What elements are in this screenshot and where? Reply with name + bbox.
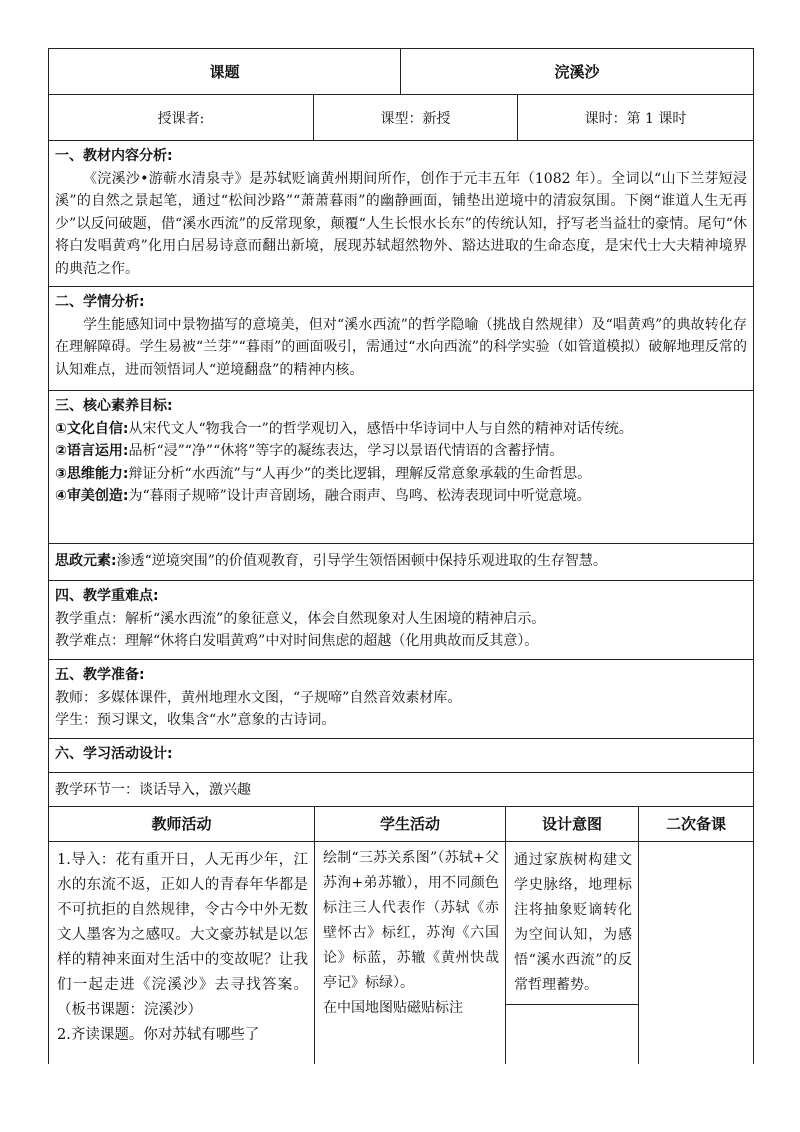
title-label-cell (49, 49, 401, 95)
goal-text: 为“暮雨子规啼”设计声音剧场，融合雨声、鸟鸣、松涛表现词中听觉意境。 (128, 488, 591, 504)
header-design-intent: 设计意图 (506, 807, 639, 842)
goal-item (55, 440, 747, 463)
goal-text: 品析“浸”“净”“休将”等字的凝练表达，学习以景语代情语的含蓄抒情。 (128, 443, 564, 459)
goal-text: 从宋代文人“物我合一”的哲学观切入，感悟中华诗词中人与自然的精神对话传统。 (128, 420, 633, 437)
header-second-prep: 二次备课 (639, 807, 754, 842)
goal-label: ①文化自信: (55, 420, 129, 437)
teacher-activity-text: 1.导入：花有重开日，人无再少年，江水的东流不返，正如人的青春年华都是不可抗拒的自然规律，令古今中外无数文人墨客为之感叹。大文豪苏轼是以怎样的精神来面对生活中的变故呢？让我们一起走进《浣溪沙》去寻找答案。（板书课题：浣溪沙） 2.齐读课题。你对苏轼有哪些了 (57, 851, 308, 1043)
section-title: 六、学习活动设计: (55, 746, 173, 762)
goal-label: ④审美创造: (55, 488, 129, 504)
teacher-preparation: 教师：多媒体课件，黄州地理水文图，“子规啼”自然音效素材库。 (55, 689, 462, 706)
student-preparation: 学生：预习课文，收集含“水”意象的古诗词。 (55, 712, 336, 728)
header-student-activity: 学生活动 (315, 807, 506, 842)
lesson-title: 浣溪沙 (554, 63, 600, 81)
lesson-plan (48, 48, 753, 1064)
goal-label: ②语言运用: (55, 443, 129, 459)
teacher-cell (49, 95, 314, 141)
section-body: 学生能感知词中景物描写的意境美，但对“溪水西流”的哲学隐喻（挑战自然规律）及“唱黄鸡”的典故转化存在理解障碍。学生易被“兰芽”“暮雨”的画面吸引，需通过“水向西流”的科学实验（如管道模拟）破解地理反常的认知难点，进而领悟词人“逆境翻盘”的精神内核。 (55, 316, 748, 378)
period-cell (518, 95, 754, 141)
teacher-activity-cell (49, 841, 315, 1064)
ideology-text: 渗透“逆境突围”的价值观教育，引导学生领悟困顿中保持乐观进取的生存智慧。 (116, 552, 607, 569)
section-body: 《浣溪沙•游蕲水清泉寺》是苏轼贬谪黄州期间所作，创作于元丰五年（1082 年）。全词以“山下兰芽短浸溪”的自然之景起笔，通过“松间沙路”“萧萧暮雨”的幽静画面，铺垫出逆境中的清寂氛围。下阕“谁道人生无再少”以反问破题，借“溪水西流”的反常现象，颠覆“人生长恨水长东”的传统认知，抒写老当益壮的豪情。尾句“休将白发唱黄鸡”化用白居易诗意而翻出新境，展现苏轼超然物外、豁达进取的生命态度，是宋代士大夫精神境界的典范之作。 (55, 170, 748, 277)
section-student-analysis (49, 287, 754, 391)
goal-item (55, 418, 747, 441)
goal-label: ③思维能力: (55, 465, 129, 482)
section-textbook-analysis (49, 141, 754, 287)
difficult-point: 教学难点：理解“休将白发唱黄鸡”中对时间焦虑的超越（化用典故而反其意）。 (55, 633, 539, 649)
section-preparation (49, 660, 754, 739)
student-activity-text: 绘制“三苏关系图”（苏轼+父苏洵+弟苏辙），用不同颜色标注三人代表作（苏轼《赤壁怀古》标红，苏洵《六国论》标蓝，苏辙《黄州快哉亭记》标绿）。 在中国地图贴磁贴标注 (323, 849, 499, 1016)
lesson-period: 课时：第 1 课时 (584, 110, 687, 127)
section-ideology (49, 544, 754, 581)
section-activity-design (49, 739, 754, 773)
section-title: 一、教材内容分析: (55, 148, 173, 164)
section-key-points (49, 581, 754, 660)
title-value-cell (401, 49, 754, 95)
goal-item (55, 485, 747, 508)
design-intent-text: 通过家族树构建文学史脉络，地理标注将抽象贬谪转化为空间认知，为感悟“溪水西流”的反常哲理蓄势。 (506, 848, 638, 1005)
activity-table (48, 807, 754, 1064)
lesson-plan-table (48, 48, 754, 807)
key-point: 教学重点：解析“溪水西流”的象征意义，体会自然现象对人生困境的精神启示。 (55, 610, 546, 627)
design-intent-cell (506, 841, 639, 1064)
section-title: 二、学情分析: (55, 294, 145, 310)
lesson-type: 课型：新授 (380, 110, 451, 127)
section-title: 五、教学准备: (55, 667, 145, 683)
title-label: 课题 (209, 63, 240, 81)
student-activity-cell (315, 841, 506, 1064)
lesson-type-cell (314, 95, 518, 141)
teaching-step-row (49, 772, 754, 806)
teacher-label: 授课者: (157, 110, 205, 127)
teaching-step-label: 教学环节一：谈话导入，激兴趣 (55, 782, 251, 798)
goal-item (55, 463, 747, 486)
header-teacher-activity: 教师活动 (49, 807, 315, 842)
second-prep-cell (639, 841, 754, 1064)
section-title: 三、核心素养目标: (55, 398, 173, 414)
section-title: 四、教学重难点: (55, 588, 159, 604)
ideology-label: 思政元素: (55, 552, 117, 569)
goal-text: 辩证分析“水西流”与“人再少”的类比逻辑，理解反常意象承载的生命哲思。 (128, 465, 592, 482)
section-core-goals (49, 391, 754, 544)
